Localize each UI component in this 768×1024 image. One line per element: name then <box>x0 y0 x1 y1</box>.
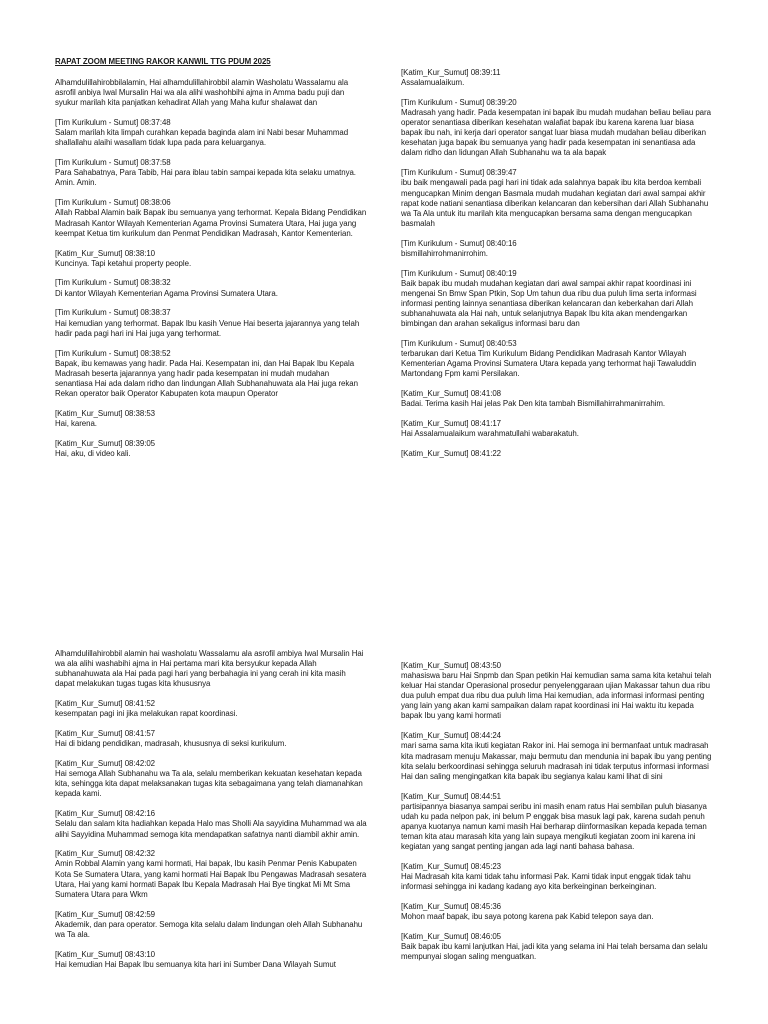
speaker-timestamp: [Katim_Kur_Sumut] 08:44:24 <box>401 731 502 741</box>
speaker-timestamp: [Tim Kurikulum - Sumut] 08:39:47 <box>401 168 517 178</box>
transcript-entry <box>55 349 367 399</box>
transcript-text: Hai kemudian Hai Bapak Ibu semuanya kita hari ini Sumber Dana Wilayah Sumut <box>55 959 336 969</box>
transcript-entry <box>401 862 715 892</box>
transcript-entry <box>401 68 715 88</box>
transcript-entry <box>401 98 715 159</box>
speaker-timestamp: [Katim_Kur_Sumut] 08:46:05 <box>401 932 502 942</box>
document-title: RAPAT ZOOM MEETING RAKOR KANWIL TTG PDUM 2025 <box>55 57 271 66</box>
transcript-text: Hai kemudian yang terhormat. Bapak Ibu kasih Venue Hai beserta jajarannya yang telah hadir pada pagi hari ini Hai juga yang terhormat. <box>55 318 360 338</box>
transcript-text: Madrasah yang hadir. Pada kesempatan ini bapak ibu mudah mudahan beliau beliau para operator senantiasa diberikan kesehatan walafiat bapak ibu karena karena luar biasa bapak ibu nah, ini kerja dari operator sangat luar biasa mudah mudahan beliau diberikan kesehatan juga bapak ibu semuanya yang hadir pada kesempatan ini senantiasa ada dalam ridho dan lidungan Allah Subhanahu wa ta ala bapak <box>401 108 711 158</box>
speaker-timestamp: [Katim_Kur_Sumut] 08:42:16 <box>55 809 156 819</box>
speaker-timestamp: [Katim_Kur_Sumut] 08:41:08 <box>401 389 502 399</box>
speaker-timestamp: [Tim Kurikulum - Sumut] 08:38:37 <box>55 308 171 318</box>
speaker-timestamp: [Tim Kurikulum - Sumut] 08:40:53 <box>401 339 517 349</box>
transcript-text: Badai. Terima kasih Hai jelas Pak Den kita tambah Bismillahirrahmanirrahim. <box>401 399 666 409</box>
transcript-entry <box>55 809 367 839</box>
transcript-text: Hai, karena. <box>55 418 97 428</box>
transcript-text: Assalamualaikum. <box>401 78 465 88</box>
transcript-text: terbarukan dari Ketua Tim Kurikulum Bidang Pendidikan Madrasah Kantor Wilayah Kementerian Agama Provinsi Sumatera Utara kepada yang terhormat haji Tawaluddin Martondang Fpm kami Persilakan. <box>401 349 697 379</box>
transcript-entry <box>401 731 715 781</box>
transcript-text: mari sama sama kita ikuti kegiatan Rakor ini. Hai semoga ini bermanfaat untuk madrasah kita madrasam menuju Makassar, maju bermutu dan mendunia ini bapak ibu yang penting kita selalu berkoordinasi sehingga seluruh madrasah ini tidak terputus informasi informasi Hai dan saling mengingatkan kita bapak ibu segianya kalau kami lihat di sini <box>401 741 712 781</box>
page-2-left-column <box>55 649 367 980</box>
speaker-timestamp: [Katim_Kur_Sumut] 08:42:32 <box>55 849 156 859</box>
transcript-text: Baik bapak ibu mudah mudahan kegiatan dari awal sampai akhir rapat koordinasi ini mengenai Sn Bmw Span Ptkin, Sop Um tahun dua ribu dua puluh lima serta informasi informasi penting lainnya senantiasa diberikan kelancaran dan keberkahan dari Allah subhanahuwata ala Hai nah, untuk selanjutnya Bapak Ibu kita akan mendengarkan bimbingan dan arahan sekaligus informasi baru dan <box>401 278 697 329</box>
transcript-entry <box>401 239 715 259</box>
page-1-right-column <box>401 68 715 469</box>
document-page-2 <box>0 602 768 1024</box>
transcript-entry <box>401 419 715 439</box>
transcript-entry <box>55 910 367 940</box>
transcript-entry <box>55 439 367 459</box>
speaker-timestamp: [Tim Kurikulum - Sumut] 08:40:16 <box>401 238 517 248</box>
transcript-entry <box>55 759 367 799</box>
transcript-entry <box>55 409 367 429</box>
speaker-timestamp: [Katim_Kur_Sumut] 08:38:53 <box>55 408 156 418</box>
transcript-text: Allah Rabbal Alamin baik Bapak ibu semuanya yang terhormat. Kepala Bidang Pendidikan Madrasah Kantor Wilayah Kementerian Agama Provinsi Sumatera Utara, Hai juga yang keempat Ketua tim kurikulum dan Penmat Pendidikan Madrasah, Kantor Kementerian. <box>55 208 367 238</box>
transcript-text: Hai semoga Allah Subhanahu wa Ta ala, selalu memberikan kekuatan kesehatan kepada kita, sehingga kita dapat melaksanakan tugas kita sebagaimana yang telah diamanahkan kepada kami. <box>55 769 363 799</box>
transcript-entry <box>401 902 715 922</box>
transcript-entry <box>401 339 715 379</box>
transcript-text: Di kantor Wilayah Kementerian Agama Provinsi Sumatera Utara. <box>55 288 278 298</box>
transcript-text: bismillahirrohmanirrohim. <box>401 248 488 258</box>
speaker-timestamp: [Katim_Kur_Sumut] 08:42:59 <box>55 909 156 919</box>
speaker-timestamp: [Tim Kurikulum - Sumut] 08:40:19 <box>401 268 517 278</box>
transcript-entry <box>55 849 367 899</box>
transcript-entry <box>55 118 367 148</box>
transcript-text: Amin Robbal Alamin yang kami hormati, Hai bapak, Ibu kasih Penmar Penis Kabupaten Kota Se Sumatera Utara, yang kami hormati Hai Bapak Ibu Pengawas Madrasah sesatera Utara, Hai yang kami hormati Bapak Ibu Kepala Madrasah Hai Bye tingkat Mi Mt Sma Sumatera Utara para Wkm <box>55 859 367 899</box>
speaker-timestamp: [Katim_Kur_Sumut] 08:43:50 <box>401 661 502 670</box>
speaker-timestamp: [Tim Kurikulum - Sumut] 08:37:48 <box>55 118 171 128</box>
transcript-entry <box>55 249 367 269</box>
transcript-text: Hai di bidang pendidikan, madrasah, khususnya di seksi kurikulum. <box>55 739 287 749</box>
page-2-left-entries <box>55 699 367 970</box>
speaker-timestamp: [Tim Kurikulum - Sumut] 08:37:58 <box>55 158 171 168</box>
transcript-entry <box>55 278 367 298</box>
transcript-text: Hai Madrasah kita kami tidak tahu informasi Pak. Kami tidak input enggak tidak tahu informasi sehingga ini kadang kadang ayo kita berkeinginan berkeinginan. <box>401 872 691 892</box>
transcript-text: Salam marilah kita limpah curahkan kepada baginda alam ini Nabi besar Muhammad shallallahu alaihi wasallam tidak lupa pada para keluarganya. <box>55 128 349 148</box>
transcript-entry <box>55 308 367 338</box>
transcript-text: Baik bapak ibu kami lanjutkan Hai, jadi kita yang selama ini Hai telah bersama dan selalu mempunyai slogan saling menguatkan. <box>401 942 708 962</box>
speaker-timestamp: [Katim_Kur_Sumut] 08:45:36 <box>401 902 502 912</box>
transcript-entry <box>55 950 367 970</box>
speaker-timestamp: [Katim_Kur_Sumut] 08:39:05 <box>55 438 156 448</box>
transcript-entry <box>401 389 715 409</box>
speaker-timestamp: [Tim Kurikulum - Sumut] 08:38:06 <box>55 198 171 208</box>
speaker-timestamp: [Katim_Kur_Sumut] 08:38:10 <box>55 248 156 258</box>
speaker-timestamp: [Katim_Kur_Sumut] 08:45:23 <box>401 861 502 871</box>
transcript-entry <box>401 168 715 229</box>
transcript-text: Kuncinya. Tapi ketahui property people. <box>55 258 192 268</box>
page-1-left-column <box>55 57 367 469</box>
page-2-right-column <box>401 661 715 972</box>
speaker-timestamp: [Tim Kurikulum - Sumut] 08:38:52 <box>55 348 171 358</box>
transcript-text: Hai Assalamualaikum warahmatullahi wabarakatuh. <box>401 429 579 439</box>
transcript-text: Hai, aku, di video kali. <box>55 448 131 458</box>
transcript-text: Bapak, ibu kemawas yang hadir. Pada Hai. Kesempatan ini, dan Hai Bapak Ibu Kepala Madrasah beserta jajarannya yang hadir pada kesempatan ini mudah mudahan senantiasa Hai ada dalam ridho dan lindungan Allah Subhanahuwata ala Hai juga rekan Rekan operator baik Operator Kabupaten kota maupun Operator <box>55 358 358 398</box>
transcript-text: kesempatan pagi ini jika melakukan rapat koordinasi. <box>55 709 238 719</box>
transcript-entry <box>55 699 367 719</box>
speaker-timestamp: [Katim_Kur_Sumut] 08:41:52 <box>55 699 156 709</box>
transcript-text: partisipannya biasanya sampai seribu ini masih enam ratus Hai sembilan puluh biasanya udah ku pada nelpon pak, ini belum P enggak bisa masuk lagi pak, karena sudah penuh apanya kuotanya namun kami masih Hai berharap diinformasikan kepada kepada teman teman kita atau marasah kita yang lain supaya mengikuti kegiatan zoom ini karena ini kegiatan yang sangat penting jangan ada lagi nanti bahasa bahasa. <box>401 801 707 852</box>
speaker-timestamp: [Katim_Kur_Sumut] 08:39:11 <box>401 68 501 77</box>
transcript-text: Selalu dan salam kita hadiahkan kepada Halo mas Sholli Ala sayyidina Muhammad wa ala alihi Sayyidina Muhammad semoga kita mendapatkan safatnya nanti diambil akhir amin. <box>55 819 367 839</box>
page-1-left-entries <box>55 118 367 459</box>
transcript-entry <box>401 269 715 330</box>
page-1-intro-paragraph: Alhamdulillahirobbilalamin, Hai alhamdulillahirobbil alamin Washolatu Wassalamu ala asrofil anbiya Iwal Mursalin Hai wa ala alihi washohbihi ajma in Amma badu puji dan syukur marilah kita panjatkan kehadirat Allah yang Maha kufur shalawat dan <box>55 78 349 108</box>
transcript-entry <box>401 932 715 962</box>
transcript-text: Mohon maaf bapak, ibu saya potong karena pak Kabid telepon saya dan. <box>401 912 654 922</box>
page-1-right-entries <box>401 68 715 459</box>
speaker-timestamp: [Katim_Kur_Sumut] 08:41:57 <box>55 729 156 739</box>
speaker-timestamp: [Katim_Kur_Sumut] 08:41:17 <box>401 419 502 429</box>
speaker-timestamp: [Katim_Kur_Sumut] 08:41:22 <box>401 449 502 459</box>
transcript-text: Akademik, dan para operator. Semoga kita selalu dalam lindungan oleh Allah Subhanahu wa Ta ala. <box>55 919 363 939</box>
speaker-timestamp: [Tim Kurikulum - Sumut] 08:39:20 <box>401 97 517 107</box>
transcript-entry <box>55 158 367 188</box>
speaker-timestamp: [Katim_Kur_Sumut] 08:42:02 <box>55 759 156 769</box>
transcript-entry <box>401 661 715 722</box>
transcript-text: mahasiswa baru Hai Snpmb dan Span petikin Hai kemudian sama sama kita ketahui telah keluar Hai standar Operasional prosedur penyelenggaraan ujian Makassar tahun dua ribu dua puluh empat dua ribu dua puluh lima Hai kemudian, ada informasi informasi penting yang lain yang akan kami sampaikan dalam rapat koordinasi ini Hai waktu itu kepada bapak Ibu yang kami hormati <box>401 671 712 721</box>
transcript-entry <box>401 792 715 853</box>
page-2-right-entries <box>401 661 715 962</box>
speaker-timestamp: [Katim_Kur_Sumut] 08:44:51 <box>401 791 502 801</box>
transcript-entry <box>55 198 367 238</box>
transcript-text: Para Sahabatnya, Para Tabib, Hai para iblau tabin sampai kepada kita selaku umatnya. Amin. Amin. <box>55 168 356 188</box>
page-2-intro-paragraph: Alhamdulillahirobbil alamin hai washolatu Wassalamu ala asrofil ambiya Iwal Mursalin Hai wa ala alihi washabihi ajma in Hai pertama mari kita bersyukur kepada Allah subhanahuwata ala Hai pada pagi hari yang berbahagia ini yang cerah ini kita masih dapat melakukan tugas tugas kita khususnya <box>55 649 364 689</box>
speaker-timestamp: [Katim_Kur_Sumut] 08:43:10 <box>55 949 156 959</box>
transcript-text: ibu baik mengawali pada pagi hari ini tidak ada salahnya bapak ibu kita berdoa kembali mengucapkan Minim dengan Basmala mudah mudahan kegiatan dari awal sampai akhir rapat kode natiani senantiasa diberikan kelancaran dan kebersihan dari Allah Subhanahu wa Ta Ala untuk itu marilah kita mengucapkan bersama sama dengan mengucapkan basmalah <box>401 178 709 228</box>
speaker-timestamp: [Tim Kurikulum - Sumut] 08:38:32 <box>55 278 171 288</box>
transcript-entry <box>401 449 715 459</box>
transcript-entry <box>55 729 367 749</box>
